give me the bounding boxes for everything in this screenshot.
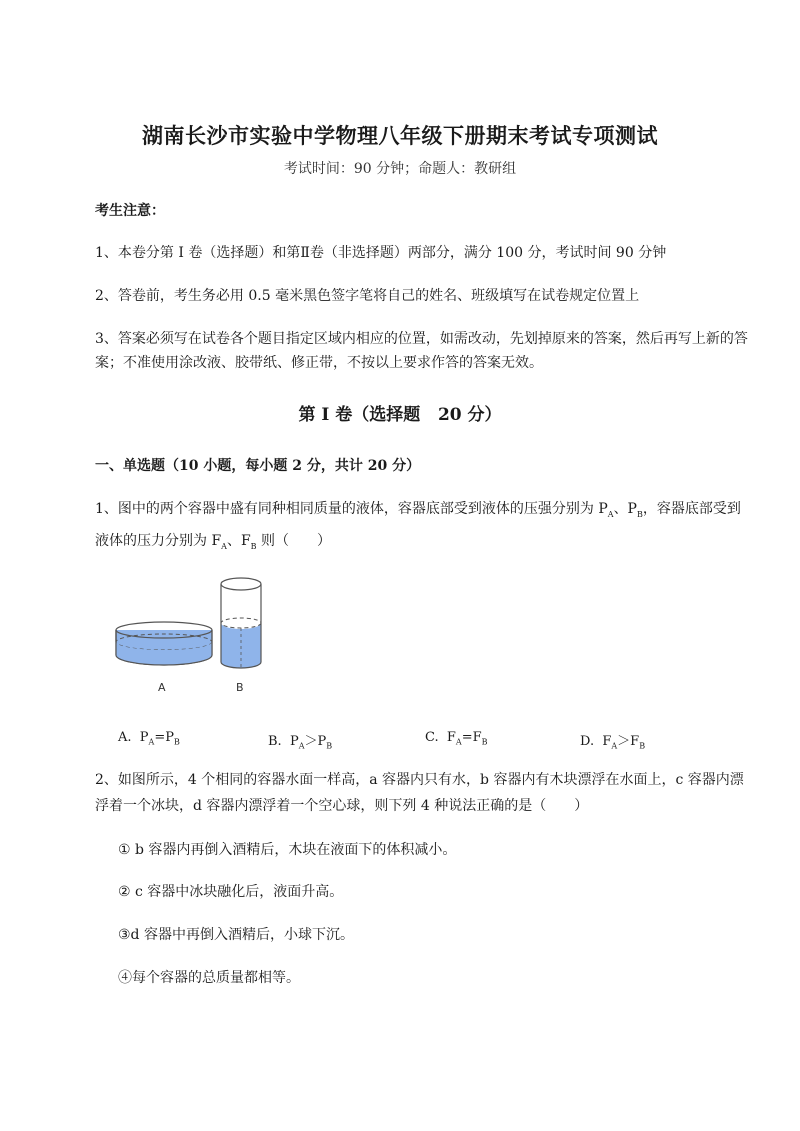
q1-option-a[interactable]: A. $P_A=P_B$ bbox=[118, 730, 180, 747]
container-b bbox=[221, 578, 261, 668]
q2-statement-3: ③d 容器中再倒入酒精后，小球下沉。 bbox=[118, 927, 354, 943]
container-a bbox=[116, 622, 212, 665]
notice-item-3: 3、答案必须写在试卷各个题目指定区域内相应的位置，如需改动，先划掉原来的答案，然后再写上新的答案；不准使用涂改液、胶带纸、修正带，不按以上要求作答的答案无效。 bbox=[95, 331, 748, 371]
part-heading: 一、单选题（10 小题，每小题 2 分，共计 20 分） bbox=[95, 458, 421, 474]
q1-option-b[interactable]: B. $P_A>P_B$ bbox=[268, 734, 333, 751]
q2-statement-1: ① b 容器内再倒入酒精后，木块在液面下的体积减小。 bbox=[118, 842, 457, 858]
question-2-text: 2、如图所示，4 个相同的容器水面一样高，a 容器内只有水，b 容器内有木块漂浮在水面上，c 容器内漂浮着一个冰块，d 容器内漂浮着一个空心球，则下列 4 种说法正确的是（ ） bbox=[95, 772, 744, 814]
notice-item-1: 1、本卷分第 I 卷（选择题）和第Ⅱ卷（非选择题）两部分，满分 100 分，考试时间 90 分钟 bbox=[95, 245, 667, 261]
section-title: 第 I 卷（选择题 20 分） bbox=[298, 405, 502, 425]
question-1-text: 1、图中的两个容器中盛有同种相同质量的液体，容器底部受到液体的压强分别为 $P_A$、$P_B$，容器底部受到液体的压力分别为 $F_A$、$F_B$ 则（ ） bbox=[95, 501, 741, 551]
exam-title: 湖南长沙市实验中学物理八年级下册期末考试专项测试 bbox=[142, 123, 658, 148]
q1-option-c[interactable]: C. $F_A=F_B$ bbox=[425, 730, 488, 747]
exam-subtitle: 考试时间：90 分钟；命题人：教研组 bbox=[283, 161, 517, 177]
q1-option-d[interactable]: D. $F_A>F_B$ bbox=[580, 734, 646, 751]
figure-label-b: B bbox=[236, 681, 244, 694]
q2-statement-2: ② c 容器中冰块融化后，液面升高。 bbox=[118, 884, 344, 900]
notice-item-2: 2、答卷前，考生务必用 0.5 毫米黑色签字笔将自己的姓名、班级填写在试卷规定位置上 bbox=[95, 288, 640, 304]
notice-heading: 考生注意： bbox=[95, 203, 165, 219]
figure-label-a: A bbox=[158, 681, 166, 694]
containers-figure bbox=[108, 570, 278, 700]
q2-statement-4: ④每个容器的总质量都相等。 bbox=[118, 970, 300, 986]
